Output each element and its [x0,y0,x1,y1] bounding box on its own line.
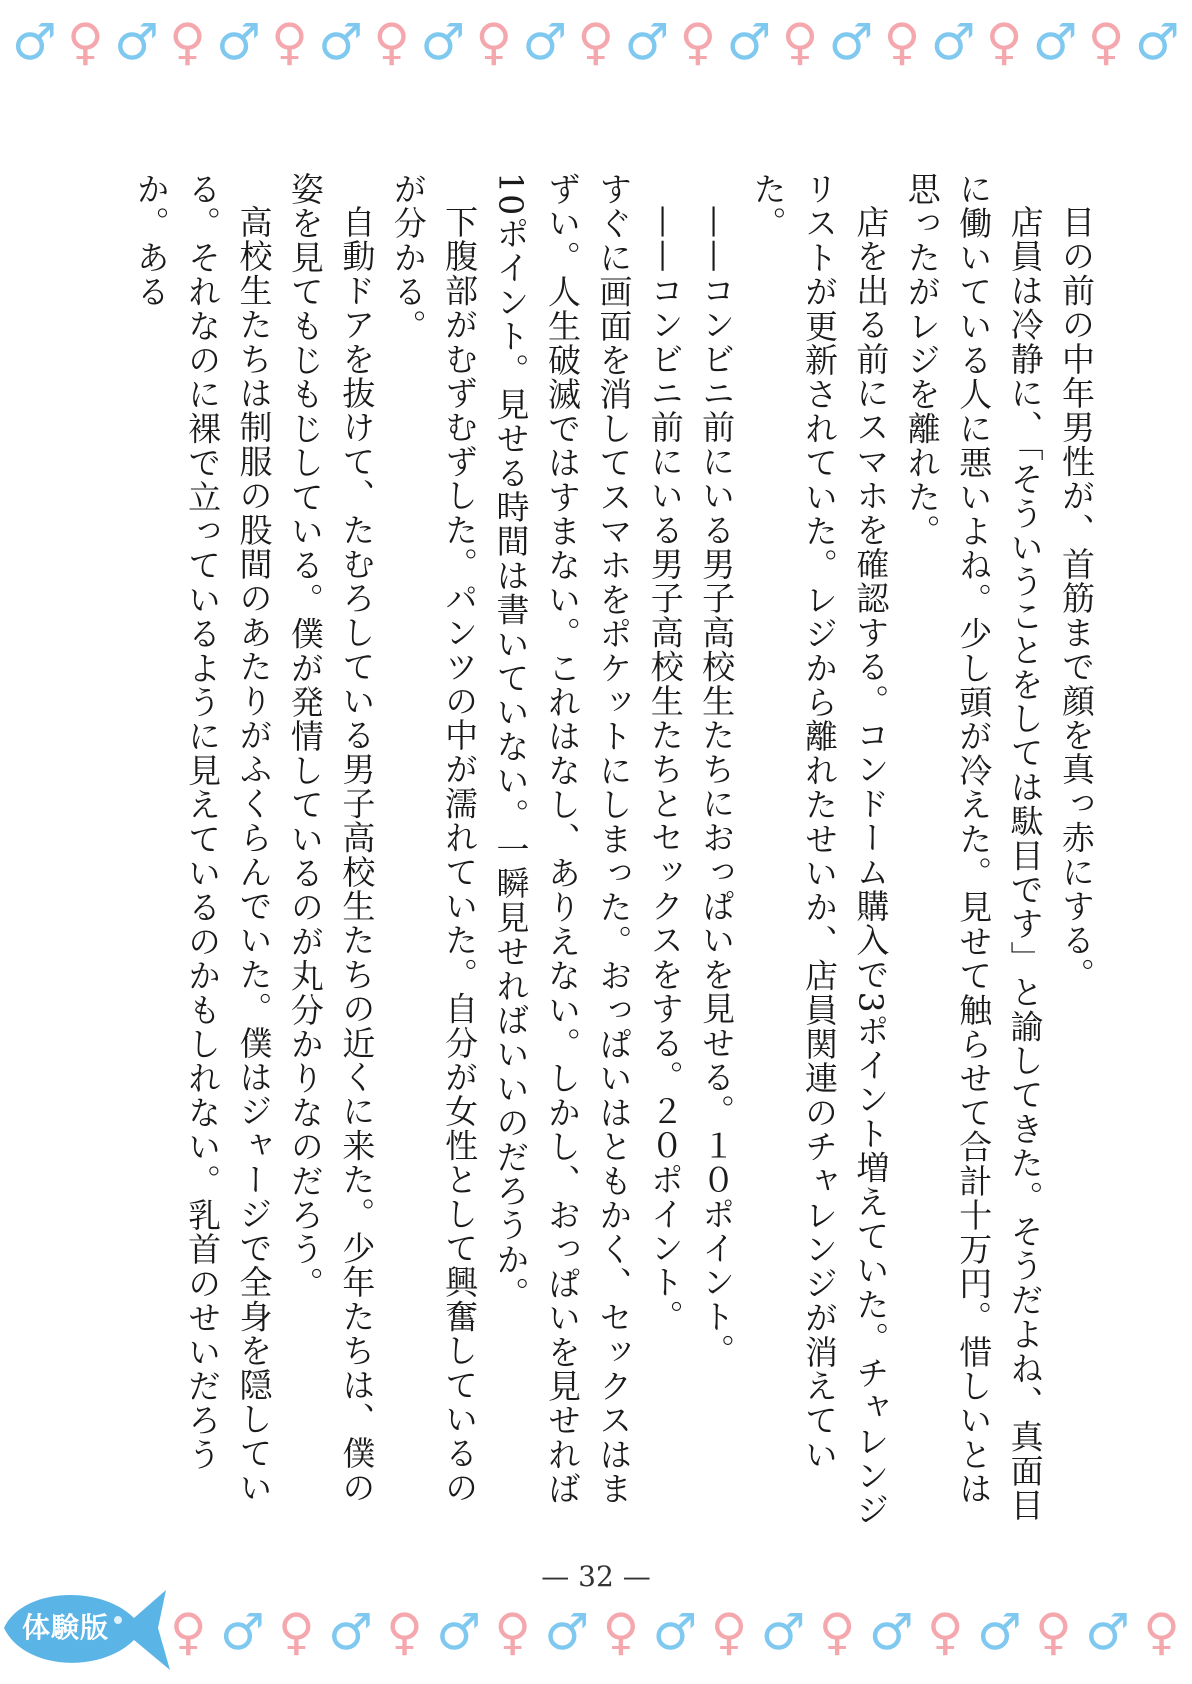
paragraph: 目の前の中年男性が、首筋まで顔を真っ赤にする。 [1057,205,1096,992]
female-symbol-icon: ♀ [926,1603,964,1661]
female-symbol-icon: ♀ [577,13,615,71]
male-symbol-icon: ♂ [436,1603,482,1661]
trial-version-badge [0,1570,180,1680]
paragraph: 下腹部がむずむずした。パンツの中が濡れていた。自分が女性として興奮しているのが分かる。 [388,172,480,1505]
female-symbol-icon: ♀ [602,1603,640,1661]
top-symbol-border [12,10,1180,74]
male-symbol-icon: ♂ [1085,1603,1130,1661]
novel-text [112,172,1102,1532]
paragraph: ——コンビニ前にいる男子高校生たちとセックスをする。２０ポイント。 [645,205,685,1334]
male-symbol-icon: ♂ [328,1603,373,1661]
paragraph: 自動ドアを抜けて、たむろしている男子高校生たちの近くに来た。少年たちは、僕の姿を見てもじもじしている。僕が発情しているのが丸分かりなのだろう。 [285,172,377,1505]
female-symbol-icon: ♀ [386,1603,423,1661]
female-symbol-icon: ♀ [781,13,819,71]
female-symbol-icon: ♀ [373,13,410,71]
male-symbol-icon: ♂ [868,1603,914,1661]
male-symbol-icon: ♂ [114,13,159,71]
male-symbol-icon: ♂ [420,13,466,71]
trial-label: 体験版 [22,1611,110,1644]
male-symbol-icon: ♂ [216,13,261,71]
paragraph: ——コンビニ前にいる男子高校生たちにおっぱいを見せる。１０ポイント。 [697,205,737,1368]
male-symbol-icon: ♂ [1032,13,1078,71]
male-symbol-icon: ♂ [544,1603,590,1661]
female-symbol-icon: ♀ [475,13,513,71]
male-symbol-icon: ♂ [12,13,57,71]
page-number: — 32 — [541,1560,651,1593]
male-symbol-icon: ♂ [760,1603,806,1661]
female-symbol-icon: ♀ [679,13,717,71]
female-symbol-icon: ♀ [494,1603,532,1661]
female-symbol-icon: ♀ [67,13,104,71]
paragraph: 店を出る前にスマホを確認する。コンドーム購入で3ポイント増えていた。チャレンジリストが更新されていた。レジから離れたせいか、店員関連のチャレンジが消えていた。 [748,172,891,1527]
male-symbol-icon: ♂ [652,1603,698,1661]
bottom-symbol-border [170,1600,1180,1664]
male-symbol-icon: ♂ [624,13,670,71]
paragraph: 店員は冷静に、「そういうことをしては駄目です」と諭してきた。そうだよね、真面目に働いている人に悪いよね。少し頭が冷えた。見せて触らせて合計十万円。惜しいとは思ったがレジを離れた。 [902,172,1045,1523]
paragraph: すぐに画面を消してスマホをポケットにしまった。おっぱいはともかく、セックスはまずい。人生破滅ではすまない。これはなし、ありえない。しかし、おっぱいを見せれば10ポイント。見せる時間は書いていない。一瞬見せればいいのだろうか。 [491,172,634,1506]
female-symbol-icon: ♀ [818,1603,856,1661]
male-symbol-icon: ♂ [930,13,976,71]
female-symbol-icon: ♀ [985,13,1023,71]
male-symbol-icon: ♂ [828,13,874,71]
male-symbol-icon: ♂ [1134,13,1180,71]
female-symbol-icon: ♀ [883,13,921,71]
male-symbol-icon: ♂ [318,13,364,71]
male-symbol-icon: ♂ [219,1603,265,1661]
female-symbol-icon: ♀ [1087,13,1125,71]
male-symbol-icon: ♂ [522,13,568,71]
female-symbol-icon: ♀ [278,1603,315,1661]
female-symbol-icon: ♀ [1035,1603,1072,1661]
female-symbol-icon: ♀ [169,13,206,71]
female-symbol-icon: ♀ [1143,1603,1180,1661]
female-symbol-icon: ♀ [710,1603,748,1661]
paragraph: 高校生たちは制服の股間のあたりがふくらんでいた。僕はジャージで全身を隠している。それなのに裸で立っているように見えているのかもしれない。乳首のせいだろうか。ある [131,172,274,1505]
female-symbol-icon: ♀ [271,13,308,71]
male-symbol-icon: ♂ [726,13,772,71]
female-symbol-icon: ♀ [170,1603,207,1661]
male-symbol-icon: ♂ [976,1603,1022,1661]
